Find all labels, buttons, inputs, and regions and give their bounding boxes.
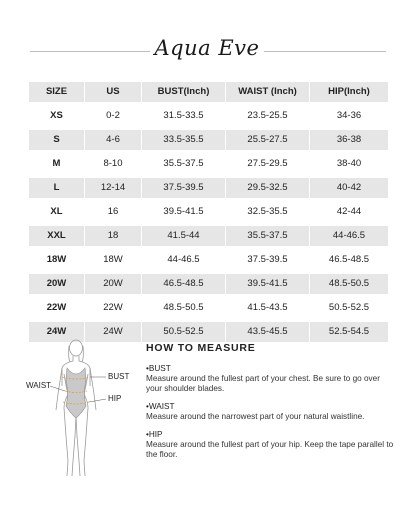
cell-bust: 37.5-39.5 [141, 178, 225, 198]
table-row [29, 274, 388, 294]
table-row [29, 298, 388, 318]
cell-bust: 33.5-35.5 [141, 130, 225, 150]
cell-hip: 36-38 [309, 130, 388, 150]
cell-size: 20W [29, 274, 84, 294]
cell-bust: 41.5-44 [141, 226, 225, 246]
divider-left [30, 51, 150, 52]
cell-waist: 27.5-29.5 [225, 154, 309, 174]
cell-bust: 39.5-41.5 [141, 202, 225, 222]
how-to-measure-title: HOW TO MEASURE [146, 342, 256, 354]
cell-us: 4-6 [84, 130, 141, 150]
cell-hip: 48.5-50.5 [309, 274, 388, 294]
table-row [29, 202, 388, 222]
header-waist: WAIST (Inch) [225, 82, 309, 102]
cell-size: XS [50, 110, 63, 121]
cell-waist: 25.5-27.5 [225, 130, 309, 150]
table-row [29, 250, 388, 270]
cell-hip: 46.5-48.5 [309, 250, 388, 270]
cell-hip: 38-40 [309, 154, 388, 174]
table-row [29, 154, 388, 174]
cell-us: 20W [84, 274, 141, 294]
bust-label: BUST [108, 372, 130, 381]
hip-label: HIP [108, 394, 122, 403]
cell-waist: 43.5-45.5 [225, 322, 309, 342]
cell-waist: 41.5-43.5 [225, 298, 309, 318]
table-row [29, 106, 388, 126]
measure-item-title: •BUST [146, 364, 171, 373]
table-row [29, 178, 388, 198]
header-hip: HIP(Inch) [309, 82, 388, 102]
table-row [29, 130, 388, 150]
cell-size: 18W [46, 254, 67, 265]
cell-bust: 44-46.5 [141, 250, 225, 270]
cell-size: 22W [46, 302, 67, 313]
cell-us: 8-10 [84, 154, 141, 174]
cell-bust: 48.5-50.5 [141, 298, 225, 318]
how-to-measure-section [146, 342, 396, 468]
cell-hip: 44-46.5 [309, 226, 388, 246]
measure-item-desc: Measure around the fullest part of your chest. Be sure to go over your shoulder blades. [146, 374, 380, 393]
table-row [29, 226, 388, 246]
table-header-row [29, 82, 388, 102]
cell-us: 24W [84, 322, 141, 342]
header-us: US [84, 82, 141, 102]
cell-waist: 35.5-37.5 [225, 226, 309, 246]
cell-bust: 31.5-33.5 [141, 106, 225, 126]
cell-us: 12-14 [84, 178, 141, 198]
cell-us: 18 [84, 226, 141, 246]
cell-hip: 34-36 [309, 106, 388, 126]
cell-waist: 32.5-35.5 [225, 202, 309, 222]
header-size: SIZE [29, 82, 84, 102]
measure-item-title: •WAIST [146, 402, 175, 411]
cell-us: 0-2 [84, 106, 141, 126]
cell-size: M [52, 158, 61, 169]
waist-label: WAIST [26, 381, 52, 390]
cell-hip: 40-42 [309, 178, 388, 198]
body-silhouette-icon [26, 336, 136, 486]
cell-waist: 23.5-25.5 [225, 106, 309, 126]
cell-bust: 50.5-52.5 [141, 322, 225, 342]
header-bust: BUST(Inch) [141, 82, 225, 102]
measure-item-desc: Measure around the fullest part of your hip. Keep the tape parallel to the floor. [146, 440, 394, 459]
measure-item-title: •HIP [146, 430, 163, 439]
cell-us: 16 [84, 202, 141, 222]
cell-waist: 39.5-41.5 [225, 274, 309, 294]
cell-us: 18W [84, 250, 141, 270]
cell-waist: 37.5-39.5 [225, 250, 309, 270]
measure-item-waist [146, 402, 396, 422]
cell-size: L [29, 178, 84, 198]
brand-header [0, 34, 416, 70]
cell-size: 24W [29, 322, 84, 342]
cell-size: XL [50, 206, 63, 217]
cell-hip: 50.5-52.5 [309, 298, 388, 318]
cell-size: XXL [29, 226, 84, 246]
measure-item-desc: Measure around the narrowest part of your natural waistline. [146, 412, 365, 421]
divider-right [264, 51, 386, 52]
brand-logo: Aqua Eve [154, 36, 260, 60]
measure-item-hip [146, 430, 396, 460]
size-chart-table [29, 78, 388, 346]
body-measurement-figure [26, 336, 136, 486]
cell-us: 22W [84, 298, 141, 318]
cell-hip: 52.5-54.5 [309, 322, 388, 342]
cell-bust: 35.5-37.5 [141, 154, 225, 174]
cell-hip: 42-44 [309, 202, 388, 222]
cell-size: S [29, 130, 84, 150]
cell-bust: 46.5-48.5 [141, 274, 225, 294]
cell-waist: 29.5-32.5 [225, 178, 309, 198]
measure-item-bust [146, 364, 396, 394]
